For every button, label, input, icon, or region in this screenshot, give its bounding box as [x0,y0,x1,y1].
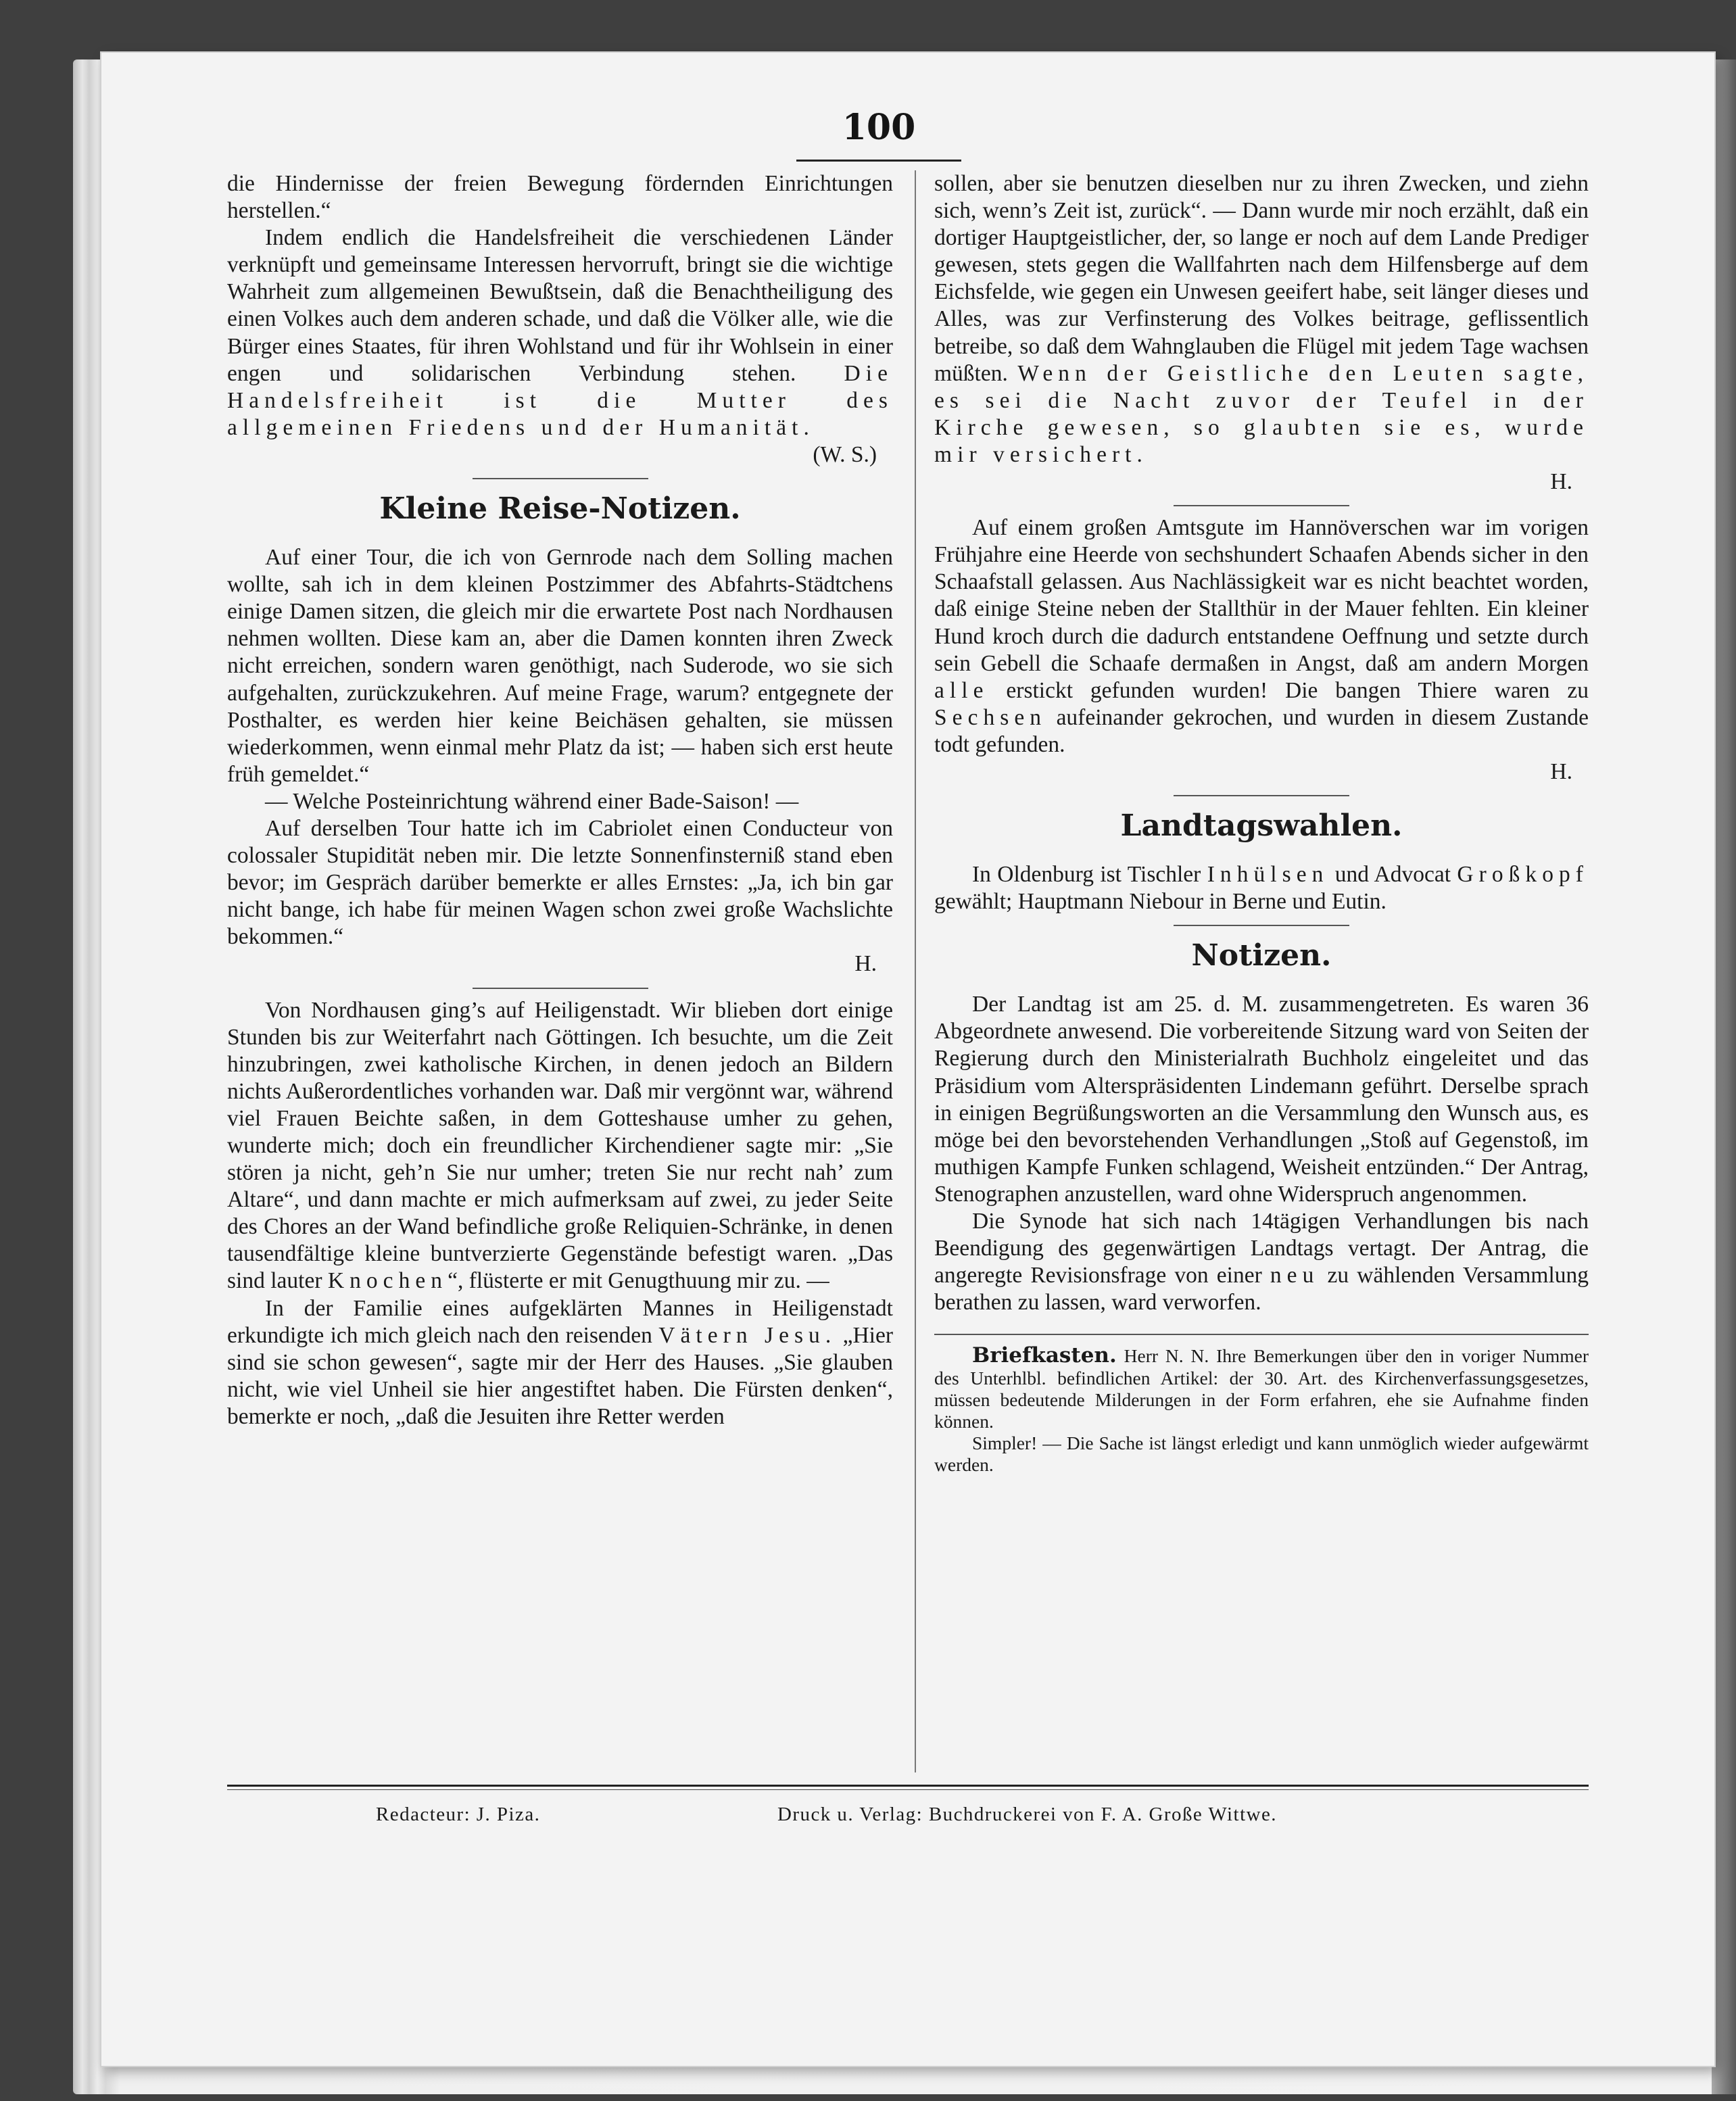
spaced-emphasis: Vätern Jesu. [658,1322,837,1348]
footer-rule-thin [227,1789,1589,1790]
paragraph-text: aufeinander gekrochen, und wurden in diesem Zustande todt gefunden. [934,704,1589,757]
letterbox-label: Briefkasten. [972,1343,1117,1368]
paragraph-text: Indem endlich die Handelsfreiheit die verschiedenen Länder verknüpft und gemeinsame Interessen hervorruft, bringt sie die wichtige Wahrheit zum allgemeinen Bewußtsein, daß die Benachtheiligung des einen Volkes auch dem anderen schade, und daß die Völker alle, wie die Bürger eines Staates, für ihren Wohlstand und für ihr Wohlsein in einer engen und solidarischen Verbindung stehen. [227,225,893,386]
section-rule [1174,505,1349,506]
letterbox-paragraph: Simpler! — Die Sache ist längst erledigt und kann unmöglich wieder aufgewärmt werden. [934,1432,1589,1476]
article-paragraph [934,170,1589,468]
page-number: 100 [842,107,916,148]
footer-rule [227,1785,1589,1787]
spaced-emphasis: Knochen [327,1268,448,1294]
left-column [227,170,893,1430]
section-heading: Landtagswahlen. [1120,808,1403,844]
article-paragraph: — Welche Posteinrichtung während einer Bade-Saison! — [265,788,799,814]
footer-editor: Redacteur: J. Piza. [376,1804,541,1825]
spaced-emphasis: neu [1270,1263,1320,1288]
article-paragraph [227,1295,893,1430]
spaced-emphasis: alle [934,677,989,703]
article-paragraph [934,861,1589,915]
letterbox-paragraph [934,1345,1589,1432]
spaced-emphasis: Sechsen [934,704,1047,730]
section-heading: Notizen. [1191,938,1332,973]
paragraph-text: zu wählenden Versammlung berathen zu lassen, ward verworfen. [934,1263,1589,1315]
paragraph-text: sollen, aber sie benutzen dieselben nur zu ihren Zwecken, und ziehn sich, wenn’s Zeit ist, zurück“. — Dann wurde mir noch erzählt, daß ein dortiger Hauptgeistlicher, der, so lange er noch auf dem Lande Prediger gewesen, stets gegen die Wallfahrten nach dem Hilfensberge auf dem Eichsfelde, wie gegen ein Unwesen geeifert habe, seit länger dieses und Alles, was zur Verfinsterung des Volkes beitrage, geflissentlich betreibe, so daß dem Wahnglauben die Flügel mit jedem Tage wachsen müßten. [934,171,1589,386]
paragraph-text: “, flüsterte er mit Genugthuung mir zu. — [448,1268,829,1294]
paragraph-text: Auf einem großen Amtsgute im Hannöverschen war im vorigen Frühjahre eine Heerde von sechshundert Schaafen Abends sicher in den Schaafstall gelassen. Aus Nachlässigkeit war es nicht beachtet worden, daß einige Steine neben der Stallthür in der Mauer fehlten. Ein kleiner Hund kroch durch die dadurch entstandene Oeffnung und setzte durch sein Gebell die Schaafe dermaßen in Angst, daß am andern Morgen [934,515,1589,676]
article-paragraph [227,997,893,1295]
letterbox-section [934,1334,1589,1476]
signature: (W. S.) [813,441,877,467]
article-paragraph [934,514,1589,758]
section-rule [473,478,648,479]
spaced-emphasis: Großkopf [1457,862,1589,888]
spaced-emphasis: Die Handelsfreiheit ist die Mutter des allgemeinen Friedens und der Humanität. [227,360,893,440]
article-paragraph: die Hindernisse der freien Bewegung fördernden Einrichtungen herstellen.“ [227,171,893,224]
paragraph-text: erstickt gefunden wurden! Die bangen Thiere waren zu [1006,677,1589,703]
signature: H. [1550,758,1572,784]
page-number-rule [796,160,961,162]
right-column [934,170,1589,1476]
section-rule [1174,795,1349,796]
column-separator [915,170,916,1772]
article-paragraph [227,224,893,441]
paragraph-text: gewählt; Hauptmann Niebour in Berne und Eutin. [934,889,1387,915]
paragraph-text: Von Nordhausen ging’s auf Heiligenstadt. Wir blieben dort einige Stunden bis zur Weiterfahrt nach Göttingen. Ich besuchte, um die Zeit hinzubringen, zwei katholische Kirchen, in denen jedoch an Bildern nichts Außerordentliches vorhanden war. Daß mir vergönnt war, während viel Frauen Beichte saßen, in dem Gotteshause umher zu gehen, wunderte mich; doch ein freundlicher Kirchendiener sagte mir: „Sie stören ja nicht, geh’n Sie nur umher; treten Sie nur recht nah’ zum Altare“, und dann machte er mich aufmerksam auf zwei, zu jeder Seite des Chores an der Wand befindliche große Reliquien-Schränke, in denen tausendfältige kleine buntverzierte Gegenstände befestigt waren. „Das sind lauter [227,997,893,1294]
article-paragraph: Auf einer Tour, die ich von Gernrode nach dem Solling machen wollte, sah ich in dem kleinen Postzimmer des Abfahrts-Städtchens einige Damen sitzen, die gleich mir die erwartete Post nach Nordhausen nehmen wollten. Diese kam an, aber die Damen konnten ihren Zweck nicht erreichen, sondern waren genöthigt, nach Suderode, wo sie sich aufgehalten, zurückzukehren. Auf meine Frage, warum? entgegnete der Posthalter, es werden hier keine Beichäsen gehalten, sie müssen wiederkommen, wenn einmal mehr Platz da ist; — haben sich erst heute früh gemeldet.“ [227,545,893,787]
article-paragraph: Auf derselben Tour hatte ich im Cabriolet einen Conducteur von colossaler Stupidität neben mir. Die letzte Sonnenfinsterniß stand eben bevor; im Gespräch darüber bemerkte er alles Ernstes: „Ja, ich bin gar nicht bange, ich habe für meinen Wagen schon zwei große Wachslichte bekommen.“ [227,815,893,950]
section-heading: Kleine Reise-Notizen. [379,491,741,527]
article-paragraph: Der Landtag ist am 25. d. M. zusammengetreten. Es waren 36 Abgeordnete anwesend. Die vorbereitende Sitzung ward von Seiten der Regierung durch den Ministerialrath Buchholz eingeleitet und das Präsidium vom Alterspräsidenten Lindemann geführt. Derselbe sprach in einigen Begrüßungsworten an die Versammlung den Wunsch aus, es möge bei den bevorstehenden Verhandlungen „Stoß auf Gegenstoß, im muthigen Kampfe Funken schlagend, Weisheit entzünden.“ Der Antrag, Stenographen anzustellen, ward ohne Widerspruch angenommen. [934,992,1589,1207]
paragraph-text: und Advocat [1334,862,1451,888]
article-paragraph [934,1208,1589,1316]
paragraph-text: Die Synode hat sich nach 14tägigen Verhandlungen bis nach Beendigung des gegenwärtigen Landtags vertagt. Der Antrag, die angeregte Revisionsfrage von einer [934,1209,1589,1288]
section-rule [473,988,648,989]
signature: H. [1550,469,1572,495]
letterbox-text: Herr N. N. Ihre Bemerkungen über den in voriger Nummer des Unterhlbl. befindlichen Artikel: der 30. Art. des Kirchenverfassungsgesetzes, müssen bedeutende Milderungen in der Form erfahren, ehe sie Aufnahme finden können. [934,1345,1589,1432]
spaced-emphasis: Inhülsen [1207,862,1329,888]
scan-binding-edge [1712,59,1736,2094]
spaced-emphasis: Wenn der Geistliche den Leuten sagte, es sei die Nacht zuvor der Teufel in der Kirche gewesen, so glaubten sie es, wurde mir versichert. [934,360,1589,467]
paragraph-text: In der Familie eines aufgeklärten Mannes in Heiligenstadt erkundigte ich mich gleich nach den reisenden [227,1295,893,1348]
paragraph-text: In Oldenburg ist Tischler [972,862,1201,888]
signature: H. [854,951,877,977]
paragraph-text: „Hier sind sie schon gewesen“, sagte mir der Herr des Hauses. „Sie glauben nicht, wie viel Unheil sie hier angestiftet haben. Die Fürsten denken“, bemerkte er noch, „daß die Jesuiten ihre Retter werden [227,1322,893,1429]
footer-printer: Druck u. Verlag: Buchdruckerei von F. A. Große Wittwe. [777,1804,1277,1825]
section-rule [1174,925,1349,926]
